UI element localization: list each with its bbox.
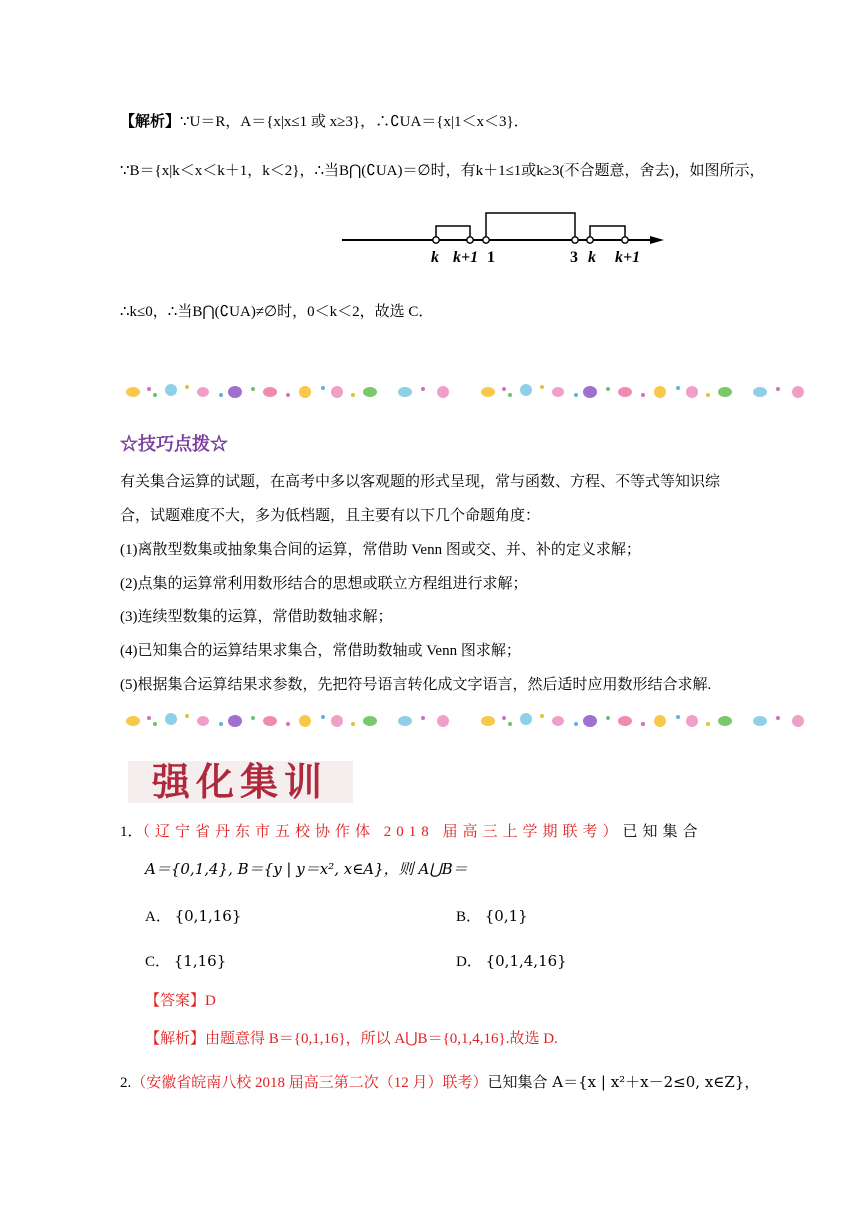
- question-stem-tail: 已知集合: [622, 824, 703, 840]
- interval-bracket-left: [436, 226, 470, 240]
- analysis-line-3: ∴k≤0，∴当B⋂(∁UA)≠∅时，0＜k＜2，故选 C．: [120, 304, 434, 320]
- analysis-line-1: [120, 112, 529, 132]
- option-value: {0,1,16}: [174, 907, 242, 925]
- option-letter: B．: [456, 909, 482, 925]
- analysis-line-2: ∵B＝{x|k＜x＜k＋1，k＜2}，∴当B⋂(∁UA)＝∅时，有k＋1≤1或k≥3(不合题意，舍去)，如图所示，: [120, 163, 765, 179]
- number-line-figure: [340, 210, 670, 270]
- analysis-text-1: ∵U＝R，A＝{x|x≤1 或 x≥3}，∴∁UA＝{x|1＜x＜3}．: [180, 114, 529, 130]
- tips-item: (3)连续型数集的运算，常借助数轴求解；: [120, 609, 393, 625]
- butterfly-pattern-icon: [126, 384, 804, 398]
- banner-text: 强化集训: [151, 760, 329, 804]
- tick-label: k: [431, 249, 439, 266]
- open-point: [587, 237, 593, 243]
- tips-heading: ☆技巧点拨☆: [120, 434, 228, 454]
- question-number: 1．: [120, 824, 143, 840]
- question-source: （辽宁省丹东市五校协作体 2018 届高三上学期联考）: [142, 824, 623, 840]
- analysis-label: 【解析】: [120, 114, 181, 130]
- question-source: （安徽省皖南八校 2018 届高三第二次（12 月）联考）: [131, 1075, 488, 1091]
- option-a[interactable]: [145, 905, 241, 926]
- tick-label: 3: [570, 249, 578, 266]
- option-d[interactable]: [456, 950, 567, 971]
- option-value: {1,16}: [173, 952, 227, 970]
- tick-label: 1: [487, 249, 495, 266]
- interval-bracket-middle: [486, 213, 575, 240]
- open-point: [572, 237, 578, 243]
- butterfly-pattern-icon: [126, 713, 804, 727]
- tick-label: k: [588, 249, 596, 266]
- open-point: [467, 237, 473, 243]
- answer-line: [145, 991, 216, 1011]
- question-1-stem: A＝{0,1,4}, B＝{y | y＝x², x∈A}，则 A⋃B＝: [145, 860, 468, 878]
- option-value: {0,1}: [484, 907, 528, 925]
- question-1-analysis: [145, 1029, 558, 1049]
- tips-intro-2: 合，试题难度不大，多为低档题，且主要有以下几个命题角度：: [120, 508, 541, 524]
- tips-item: (5)根据集合运算结果求参数，先把符号语言转化成文字语言，然后适时应用数形结合求解.: [120, 677, 712, 693]
- tick-label: k+1: [453, 249, 479, 266]
- tips-intro-1: 有关集合运算的试题，在高考中多以客观题的形式呈现，常与函数、方程、不等式等知识综: [120, 474, 721, 490]
- question-2-header: [120, 1072, 759, 1093]
- option-c[interactable]: [145, 950, 226, 971]
- open-point: [483, 237, 489, 243]
- axis-arrow-icon: [650, 236, 664, 244]
- tick-label: k+1: [615, 249, 641, 266]
- question-1-header: [120, 822, 740, 842]
- option-letter: D．: [456, 954, 482, 970]
- analysis-text: 由题意得 B＝{0,1,16}，所以 A⋃B＝{0,1,4,16}.故选 D.: [205, 1031, 558, 1047]
- tips-item: (1)离散型数集或抽象集合间的运算，常借助 Venn 图或交、并、补的定义求解；: [120, 542, 641, 558]
- option-letter: C．: [145, 954, 171, 970]
- open-point: [433, 237, 439, 243]
- answer-value: D: [205, 993, 216, 1009]
- interval-bracket-right: [590, 226, 625, 240]
- option-b[interactable]: [456, 905, 528, 926]
- option-value: {0,1,4,16}: [485, 952, 567, 970]
- open-point: [622, 237, 628, 243]
- option-letter: A．: [145, 909, 171, 925]
- decorative-divider: [120, 710, 820, 732]
- question-stem: 已知集合 A＝{x | x²＋x－2≤0, x∈Z}，: [487, 1073, 760, 1091]
- analysis-label: 【解析】: [145, 1031, 206, 1047]
- answer-label: 【答案】: [145, 993, 206, 1009]
- tips-item: (2)点集的运算常利用数形结合的思想或联立方程组进行求解；: [120, 576, 528, 592]
- decorative-divider: [120, 381, 820, 403]
- question-number: 2.: [120, 1075, 132, 1091]
- tips-item: (4)已知集合的运算结果求集合，常借助数轴或 Venn 图求解；: [120, 643, 521, 659]
- section-banner-image: [128, 757, 353, 805]
